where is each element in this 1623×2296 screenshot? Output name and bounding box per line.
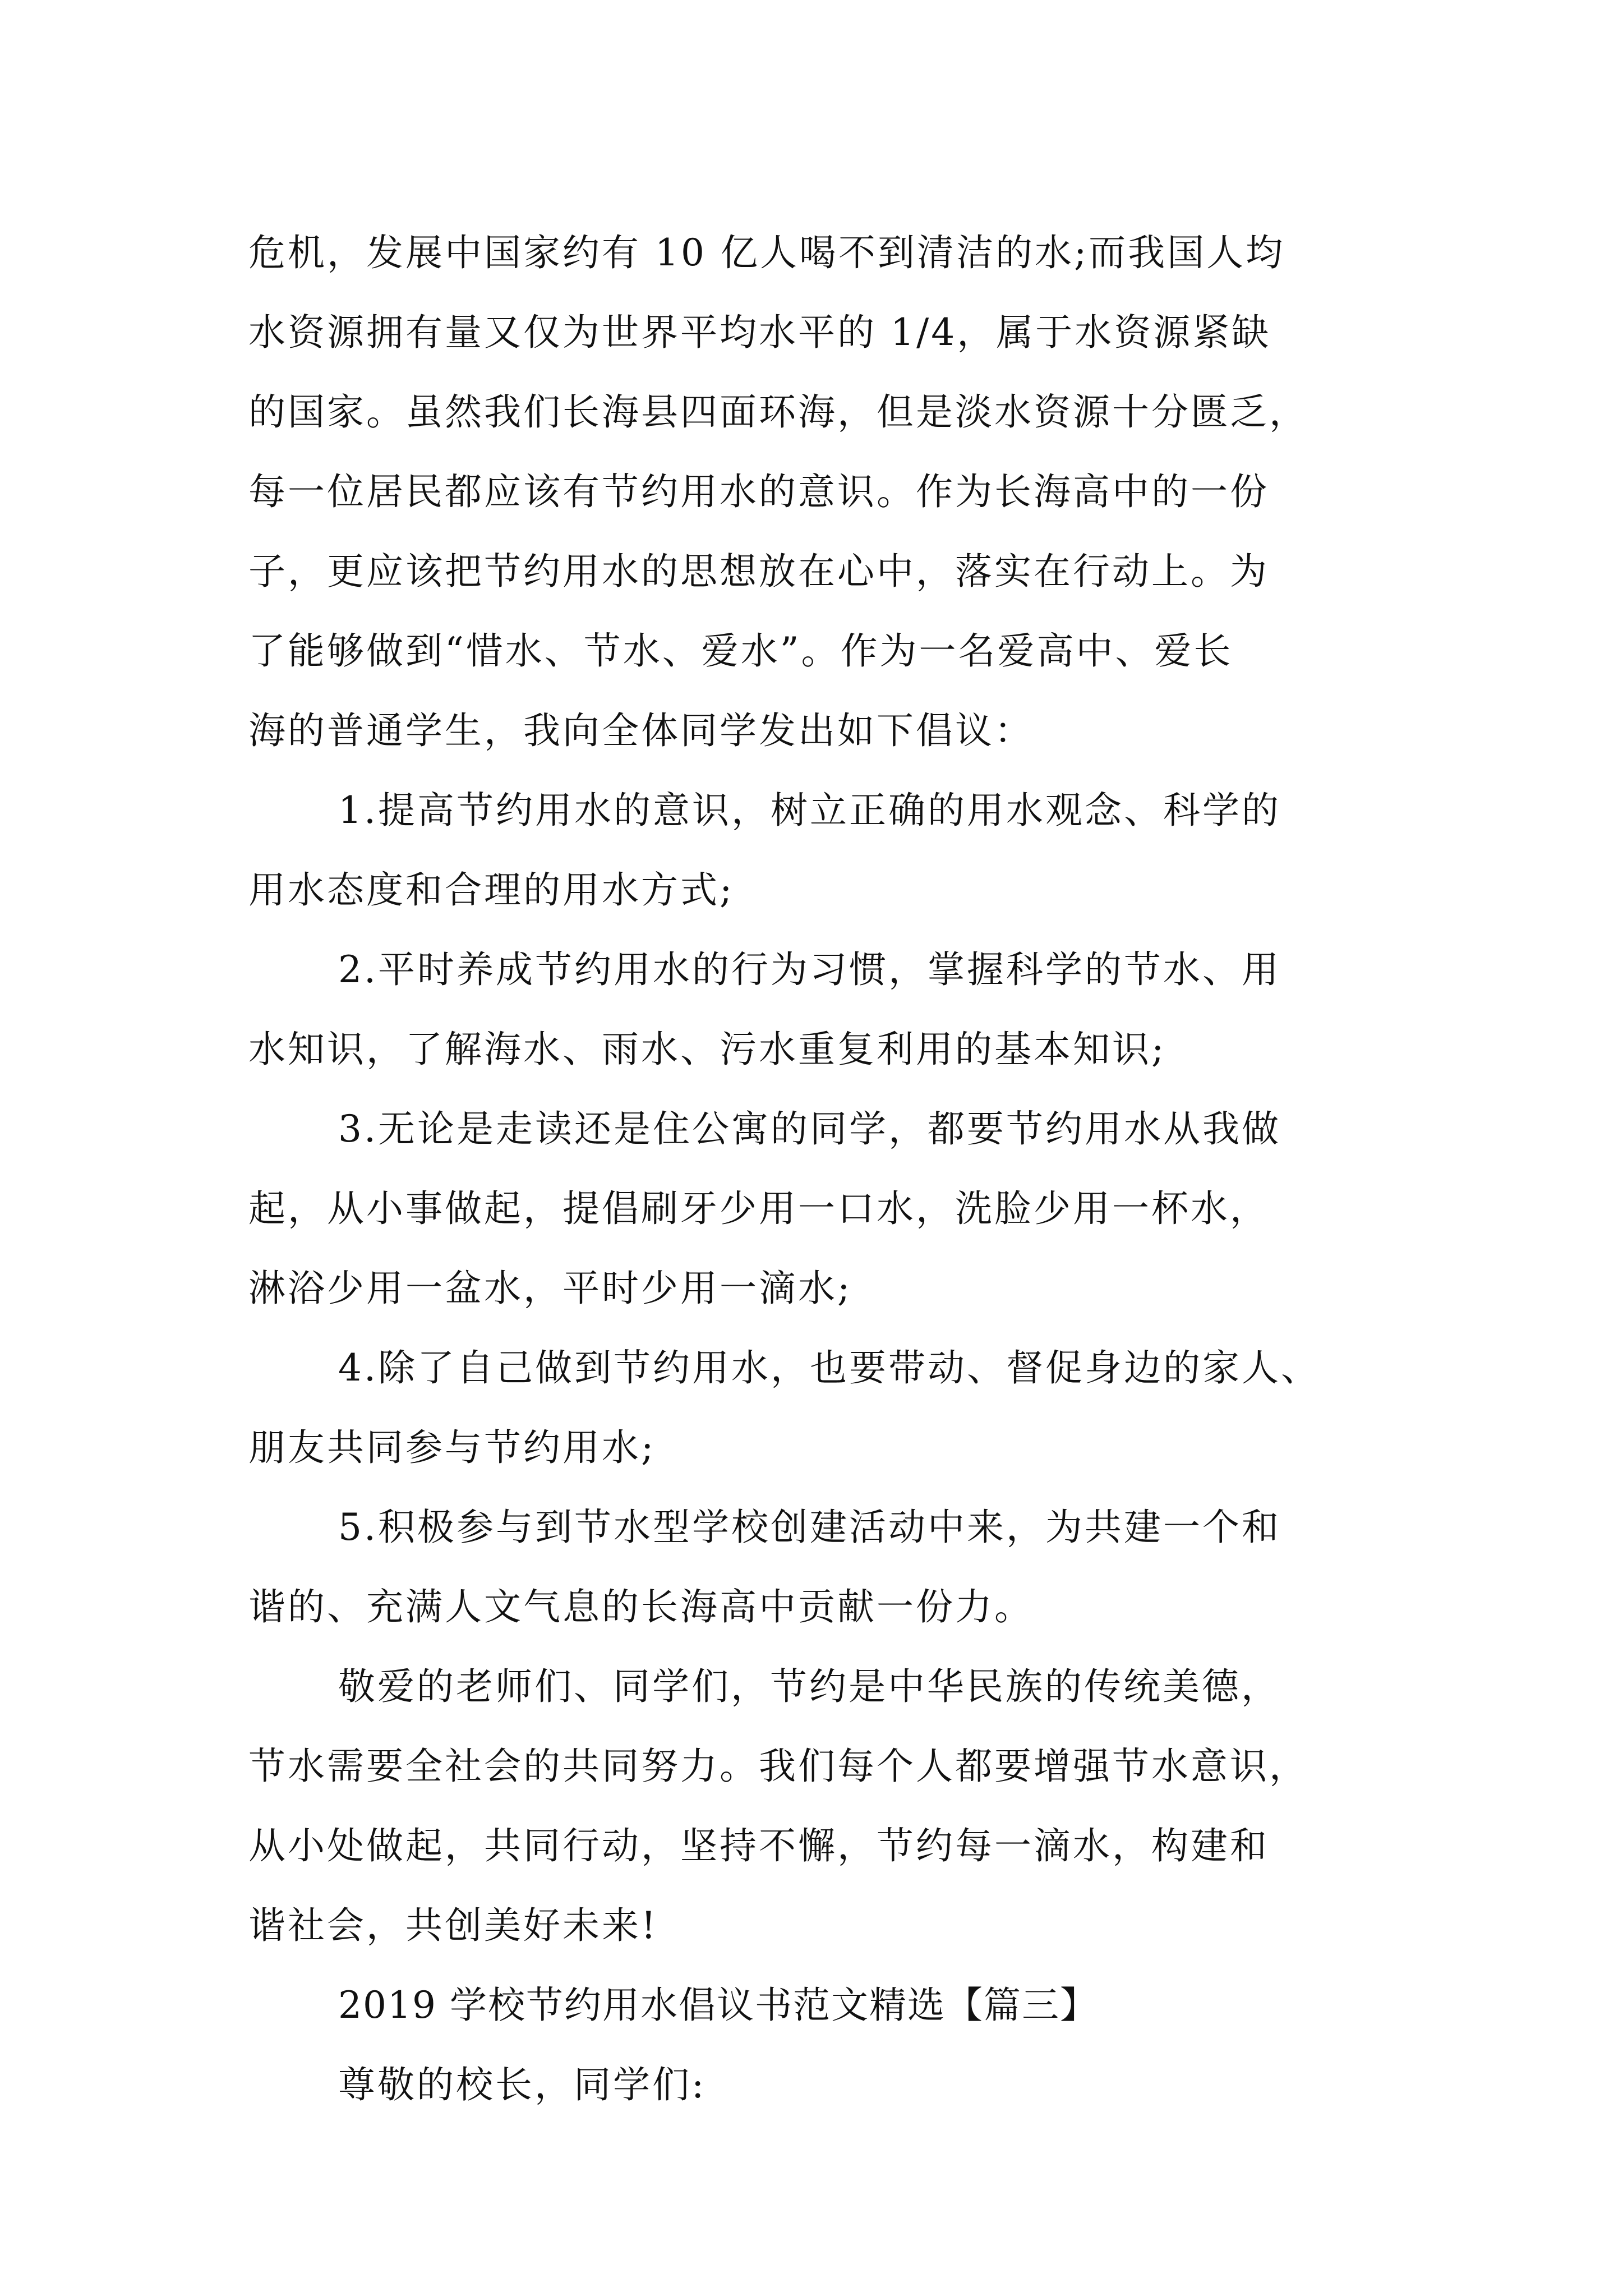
closing-paragraph-line: 从小处做起，共同行动，坚持不懈，节约每一滴水，构建和 (248, 1824, 1269, 1867)
salutation: 尊敬的校长，同学们: (338, 2063, 707, 2106)
closing-paragraph-line: 谐社会，共创美好未来! (248, 1904, 658, 1947)
list-item-2-continuation: 水知识，了解海水、雨水、污水重复利用的基本知识; (248, 1028, 1166, 1071)
paragraph-line: 子，更应该把节约用水的思想放在心中，落实在行动上。为 (248, 550, 1269, 593)
list-item-2-line: 2.平时养成节约用水的行为习惯，掌握科学的节水、用 (338, 948, 1281, 991)
closing-paragraph-line: 节水需要全社会的共同努力。我们每个人都要增强节水意识， (248, 1745, 1308, 1788)
list-item-3-line: 3.无论是走读还是住公寓的同学，都要节约用水从我做 (338, 1107, 1281, 1151)
list-item-4-continuation: 朋友共同参与节约用水; (248, 1426, 656, 1469)
list-item-3-continuation: 淋浴少用一盆水，平时少用一滴水; (248, 1267, 852, 1310)
paragraph-line: 危机，发展中国家约有 10 亿人喝不到清洁的水;而我国人均 (248, 231, 1285, 274)
list-item-1-line: 1.提高节约用水的意识，树立正确的用水观念、科学的 (338, 789, 1281, 832)
list-item-3-continuation: 起，从小事做起，提倡刷牙少用一口水，洗脸少用一杯水， (248, 1187, 1269, 1230)
list-item-1-continuation: 用水态度和合理的用水方式; (248, 868, 735, 912)
document-body (248, 213, 1381, 2125)
closing-paragraph-line: 敬爱的老师们、同学们，节约是中华民族的传统美德， (338, 1665, 1280, 1708)
list-item-4-line: 4.除了自己做到节约用水，也要带动、督促身边的家人、 (338, 1346, 1320, 1389)
paragraph-line: 了能够做到“惜水、节水、爱水”。作为一名爱高中、爱长 (248, 629, 1233, 673)
list-item-5-continuation: 谐的、充满人文气息的长海高中贡献一份力。 (248, 1585, 1034, 1628)
section-heading: 2019 学校节约用水倡议书范文精选【篇三】 (338, 1984, 1098, 2027)
paragraph-line: 的国家。虽然我们长海县四面环海，但是淡水资源十分匮乏， (248, 390, 1308, 434)
paragraph-line: 水资源拥有量又仅为世界平均水平的 1/4，属于水资源紧缺 (248, 311, 1271, 354)
paragraph-line: 海的普通学生，我向全体同学发出如下倡议： (248, 709, 1034, 752)
list-item-5-line: 5.积极参与到节水型学校创建活动中来，为共建一个和 (338, 1506, 1281, 1549)
paragraph-line: 每一位居民都应该有节约用水的意识。作为长海高中的一份 (248, 470, 1269, 513)
